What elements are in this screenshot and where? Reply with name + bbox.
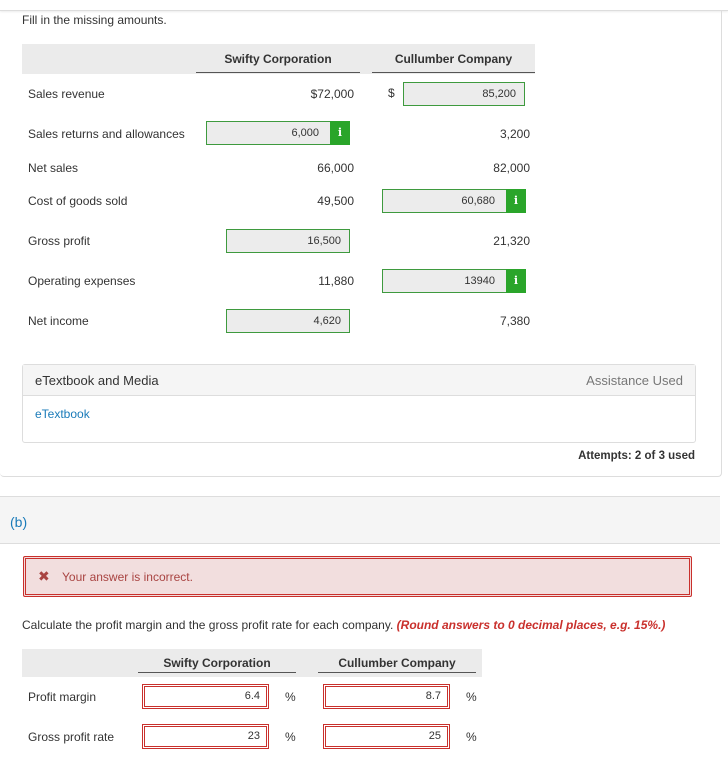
part-b-instruction-text: Calculate the profit margin and the gross profit rate for each company. bbox=[22, 618, 394, 632]
cullumber-net-income: 7,380 bbox=[499, 314, 530, 328]
column-underline bbox=[372, 72, 535, 73]
etextbook-link[interactable]: eTextbook bbox=[35, 407, 90, 421]
swifty-net-sales: 66,000 bbox=[317, 161, 354, 175]
info-icon[interactable]: i bbox=[330, 121, 350, 145]
percent-sign: % bbox=[285, 730, 296, 744]
cullumber-sales-returns: 3,200 bbox=[499, 127, 530, 141]
row-label-net-income: Net income bbox=[28, 314, 89, 328]
part-b-instruction bbox=[22, 618, 665, 632]
column-underline bbox=[138, 672, 296, 673]
swifty-sales-revenue: $72,000 bbox=[310, 87, 354, 101]
error-message: Your answer is incorrect. bbox=[62, 570, 193, 584]
cullumber-net-sales: 82,000 bbox=[493, 161, 530, 175]
percent-sign: % bbox=[466, 730, 477, 744]
column-header-cullumber: Cullumber Company bbox=[338, 656, 456, 670]
swifty-cost-of-goods-sold: 49,500 bbox=[317, 194, 354, 208]
cullumber-sales-revenue-input[interactable]: 85,200 bbox=[403, 82, 525, 106]
assistance-used-label: Assistance Used bbox=[586, 373, 683, 388]
row-label-profit-margin: Profit margin bbox=[28, 690, 97, 704]
cullumber-cost-of-goods-sold-input[interactable] bbox=[382, 189, 526, 213]
cullumber-operating-expenses-input[interactable] bbox=[382, 269, 526, 293]
swifty-operating-expenses: 11,880 bbox=[318, 274, 354, 288]
row-label-cost-of-goods-sold: Cost of goods sold bbox=[28, 194, 128, 208]
input-value: 13940 bbox=[464, 275, 495, 287]
percent-sign: % bbox=[466, 690, 477, 704]
column-header-swifty: Swifty Corporation bbox=[224, 52, 332, 66]
cullumber-gross-profit-rate-input[interactable]: 25 bbox=[323, 724, 450, 749]
column-header-cullumber: Cullumber Company bbox=[394, 52, 513, 66]
percent-sign: % bbox=[285, 690, 296, 704]
swifty-net-income-input[interactable]: 4,620 bbox=[226, 309, 350, 333]
info-icon[interactable]: i bbox=[506, 269, 526, 293]
error-x-icon: ✖ bbox=[38, 568, 50, 584]
swifty-sales-returns-input[interactable] bbox=[206, 121, 350, 145]
column-underline bbox=[196, 72, 360, 73]
part-b-label: (b) bbox=[10, 514, 28, 530]
row-label-sales-returns: Sales returns and allowances bbox=[28, 127, 185, 141]
rounding-note: (Round answers to 0 decimal places, e.g. 15%.) bbox=[396, 618, 666, 632]
row-label-operating-expenses: Operating expenses bbox=[28, 274, 136, 288]
input-value: 60,680 bbox=[461, 195, 495, 207]
cullumber-gross-profit: 21,320 bbox=[493, 234, 530, 248]
column-header-swifty: Swifty Corporation bbox=[163, 656, 271, 670]
row-label-net-sales: Net sales bbox=[28, 161, 79, 175]
swifty-profit-margin-input[interactable]: 6.4 bbox=[142, 684, 269, 709]
row-label-gross-profit: Gross profit bbox=[28, 234, 91, 248]
cullumber-profit-margin-input[interactable]: 8.7 bbox=[323, 684, 450, 709]
swifty-gross-profit-rate-input[interactable]: 23 bbox=[142, 724, 269, 749]
attempts-counter: Attempts: 2 of 3 used bbox=[578, 450, 695, 462]
info-icon[interactable]: i bbox=[506, 189, 526, 213]
row-label-gross-profit-rate: Gross profit rate bbox=[28, 730, 115, 744]
etextbook-media-panel bbox=[22, 364, 696, 443]
media-panel-title: eTextbook and Media bbox=[35, 373, 159, 388]
row-label-sales-revenue: Sales revenue bbox=[28, 87, 105, 101]
column-underline bbox=[318, 672, 476, 673]
part-a-instruction: Fill in the missing amounts. bbox=[22, 13, 167, 27]
part-b-header bbox=[0, 496, 720, 544]
swifty-gross-profit-input[interactable]: 16,500 bbox=[226, 229, 350, 253]
dollar-sign: $ bbox=[388, 86, 395, 100]
media-panel-header bbox=[23, 365, 695, 396]
input-value: 6,000 bbox=[291, 127, 319, 139]
incorrect-answer-alert bbox=[23, 556, 692, 597]
